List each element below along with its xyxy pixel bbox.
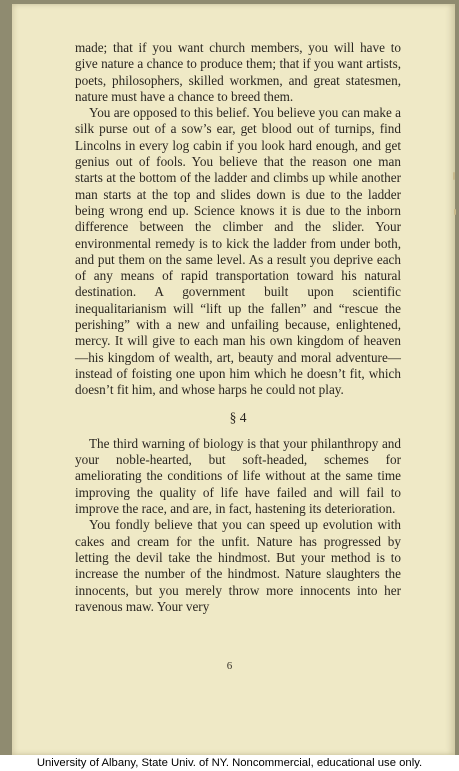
paragraph: You fondly believe that you can speed up evolution with cakes and cream for the unfit. Nature has progressed by letting the devil take the hindmost. But your method is to increase the number of the hindmost. Nature slaughters the innocents, but you merely throw more innocents into her ravenous maw. Your very xyxy=(75,517,401,614)
section-heading: § 4 xyxy=(229,409,247,425)
footer-credit: University of Albany, State Univ. of NY. Noncommercial, educational use only. xyxy=(36,757,423,769)
body-text xyxy=(75,40,401,615)
paragraph: made; that if you want church members, you will have to give nature a chance to produce them; that if you want artists, poets, philosophers, skilled workmen, and great statesmen, nature must have a chance to breed them. xyxy=(75,40,401,104)
paragraph: You are opposed to this belief. You believe you can make a silk purse out of a sow’s ear, get blood out of turnips, find Lincolns in every log cabin if you look hard enough, and get genius out of fools. You believe that the reason one man starts at the bottom of the ladder and climbs up while another man starts at the top and slides down is due to the ladder being wrong end up. Science knows it is due to the inborn difference between the climber and the slider. Your environmental remedy is to kick the ladder from under both, and put them on the same level. As a result you deprive each of any means of rapid transportation toward his natural destination. A government built upon scientific inequalitarianism will “lift up the fallen” and “rescue the perishing” with a new and unfailing because, enlightened, mercy. It will give to each man his own kingdom of heaven—his kingdom of wealth, art, beauty and moral adventure—instead of foisting one upon him which he doesn’t fit, which doesn’t fit him, and whose harps he could not play. xyxy=(75,105,401,398)
paper-stain xyxy=(453,172,455,180)
paragraph: The third warning of biology is that your philanthropy and your noble-hearted, but soft-headed, schemes for ameliorating the conditions of life without at the same time improving the quality of life have failed and will fail to improve the race, and are, in fact, hastening its deterioration. xyxy=(75,435,401,517)
page-number: 6 xyxy=(226,660,233,672)
paper-stain xyxy=(454,209,456,215)
